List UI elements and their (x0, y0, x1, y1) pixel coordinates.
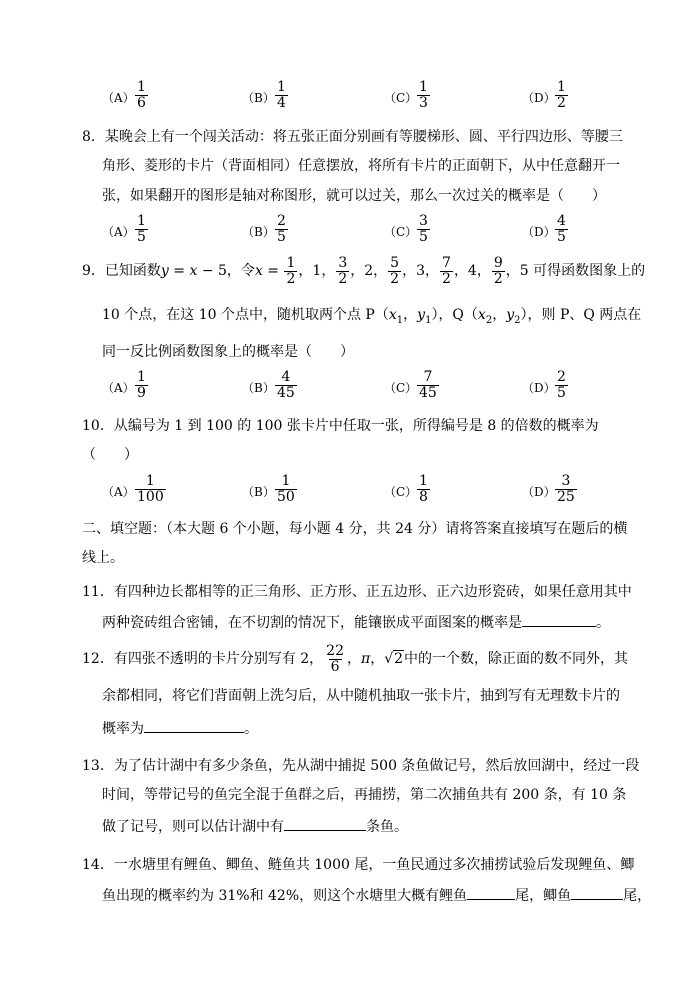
option-label: （A） (102, 91, 135, 105)
fraction-numerator: 2 (557, 369, 566, 385)
option-fraction (417, 80, 430, 111)
q14-line-1: 14．一水塘里有鲤鱼、鲫鱼、鲢鱼共 1000 尾，一鱼民通过多次捕捞试验后发现鲤鱼、鲫 (82, 857, 635, 873)
q7-options (102, 78, 582, 118)
option-label: （B） (242, 91, 275, 105)
option-label: （C） (384, 225, 418, 239)
q12-line-3: 概率为 。 (102, 718, 258, 738)
fraction-numerator: 7 (423, 369, 433, 385)
option-label: （A） (102, 225, 135, 239)
option-label: （D） (522, 381, 556, 395)
option-fraction (135, 214, 148, 245)
q13-line-1: 13．为了估计湖中有多少条鱼，先从湖中捕捉 500 条鱼做记号，然后放回湖中，经过一段 (82, 758, 640, 774)
q13-line-3: 做了记号，则可以估计湖中有 条鱼。 (102, 816, 408, 836)
option-fraction (135, 370, 148, 401)
q9-frac-4: $\frac{7}{2}$ (442, 254, 451, 287)
option-fraction (135, 80, 148, 111)
option-fraction (417, 474, 430, 505)
option-label: （C） (384, 91, 418, 105)
fraction-numerator: 3 (419, 213, 428, 229)
option-label: （A） (102, 381, 135, 395)
q8-options (102, 212, 582, 252)
q9-line-1: 9．已知函数y = x − 5，令x = $\frac{1}{2}$ ，1， $\frac{3}{2}$ ，2， $\frac{5}{2}$ ，3， $\frac{7}{2}$ ，4， $\frac{9}{2}$ ，5 可得函数图象上的 (82, 254, 646, 287)
option-fraction (275, 80, 288, 111)
option-fraction (555, 80, 568, 111)
q9-frac-2: $\frac{3}{2}$ (338, 254, 348, 287)
fraction-denominator: 5 (277, 229, 286, 245)
q9-line-2: 10 个点，在这 10 个点中，随机取两个点 $P(x_1$，$y_1$），$Q(x_2$，$y_2$），则 P、Q 两点在 (102, 307, 642, 326)
option-label: （D） (522, 485, 556, 499)
option-fraction (555, 370, 568, 401)
q13-answer-blank[interactable] (284, 816, 366, 831)
option-label: （D） (522, 225, 556, 239)
q8-line-2: 角形、菱形的卡片（背面相同）任意摆放，将所有卡片的正面朝下，从中任意翻开一 (102, 158, 620, 174)
fraction-numerator: 4 (557, 213, 566, 229)
option-label: （A） (102, 485, 135, 499)
fraction-numerator: 1 (419, 473, 428, 489)
fraction-numerator: 1 (145, 473, 155, 489)
fraction-denominator: 3 (419, 95, 428, 111)
fraction-denominator: 2 (557, 95, 566, 111)
fraction-numerator: 1 (137, 79, 146, 95)
q9-frac-1: $\frac{1}{2}$ (286, 254, 296, 287)
fraction-denominator: 25 (557, 489, 575, 505)
option-label: （B） (242, 225, 275, 239)
q14-answer-blank-2[interactable] (571, 885, 623, 900)
option-label: （B） (242, 485, 275, 499)
fraction-numerator: 1 (277, 79, 286, 95)
option-fraction (275, 370, 297, 401)
q14-line-2: 鱼出现的概率约为 31%和 42%，则这个水塘里大概有鲤鱼 尾，鲫鱼 尾， (102, 885, 651, 905)
q9-options (102, 368, 582, 408)
q12-line-2: 余都相同，将它们背面朝上洗匀后，从中随机抽取一张卡片，抽到写有无理数卡片的 (102, 688, 620, 704)
fraction-denominator: 6 (137, 95, 146, 111)
q11-line-1: 11．有四种边长都相等的正三角形、正方形、正五边形、正六边形瓷砖，如果任意用其中 (82, 584, 632, 600)
q12-frac: $\frac{22}{6}$ (326, 642, 344, 675)
section2-line-2: 线上。 (82, 550, 124, 566)
q8-line-3: 张，如果翻开的图形是轴对称图形，就可以过关，那么一次过关的概率是（ ） (102, 188, 606, 204)
fraction-denominator: 5 (137, 229, 146, 245)
option-fraction (275, 474, 297, 505)
q9-frac-5: $\frac{9}{2}$ (493, 254, 503, 287)
option-fraction (135, 474, 166, 505)
option-label: （C） (384, 485, 418, 499)
q12-answer-blank[interactable] (144, 718, 244, 733)
option-fraction (555, 214, 568, 245)
q11-line-2: 两种瓷砖组合密铺，在不切割的情况下，能镶嵌成平面图案的概率是 。 (102, 612, 610, 632)
q9-frac-3: $\frac{5}{2}$ (390, 254, 400, 287)
q12-line-1: 12．有四张不透明的卡片分别写有 2， $\frac{22}{6}$ ，π，√2中的一个数，除正面的数不同外，其 (82, 641, 628, 677)
option-label: （C） (384, 381, 418, 395)
option-fraction (555, 474, 577, 505)
fraction-numerator: 1 (557, 79, 566, 95)
fraction-numerator: 1 (137, 213, 146, 229)
option-fraction (417, 214, 430, 245)
fraction-denominator: 45 (277, 385, 295, 401)
fraction-denominator: 45 (419, 385, 437, 401)
fraction-denominator: 50 (277, 489, 295, 505)
fraction-denominator: 5 (557, 385, 566, 401)
fraction-numerator: 1 (419, 79, 428, 95)
fraction-denominator: 5 (419, 229, 428, 245)
fraction-denominator: 4 (277, 95, 286, 111)
q11-answer-blank[interactable] (522, 612, 596, 627)
q10-line-2: （ ） (82, 447, 138, 463)
q14-answer-blank-1[interactable] (467, 885, 515, 900)
fraction-numerator: 3 (561, 473, 571, 489)
fraction-numerator: 1 (281, 473, 291, 489)
q8-line-1: 8．某晚会上有一个闯关活动：将五张正面分别画有等腰梯形、圆、平行四边形、等腰三 (82, 129, 623, 145)
fraction-denominator: 100 (137, 489, 164, 505)
option-fraction (275, 214, 288, 245)
option-label: （D） (522, 91, 556, 105)
fraction-numerator: 4 (281, 369, 291, 385)
q10-line-1: 10．从编号为 1 到 100 的 100 张卡片中任取一张，所得编号是 8 的倍数的概率为 (82, 418, 599, 434)
fraction-denominator: 8 (419, 489, 428, 505)
q13-line-2: 时间，等带记号的鱼完全混于鱼群之后，再捕捞，第二次捕鱼共有 200 条，有 10 条 (102, 787, 627, 803)
q10-options (102, 472, 582, 512)
fraction-denominator: 9 (137, 385, 146, 401)
fraction-numerator: 1 (137, 369, 146, 385)
sqrt-symbol: √2 (384, 651, 404, 667)
fraction-numerator: 2 (277, 213, 286, 229)
option-label: （B） (242, 381, 275, 395)
fraction-denominator: 5 (557, 229, 566, 245)
option-fraction (417, 370, 439, 401)
section2-line-1: 二、填空题：（本大题 6 个小题，每小题 4 分，共 24 分）请将答案直接填写在题后的横 (82, 521, 628, 537)
q9-line-3: 同一反比例函数图象上的概率是（ ） (102, 344, 354, 360)
